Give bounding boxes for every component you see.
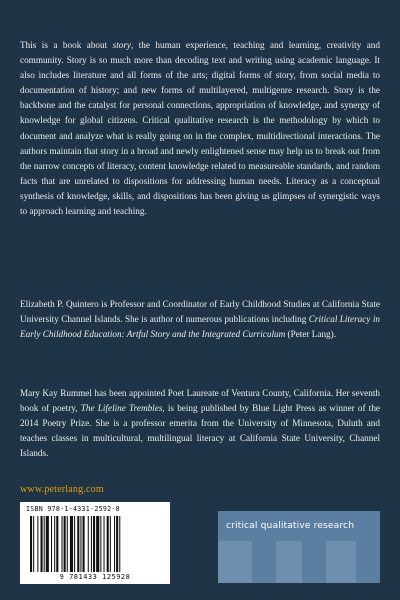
bio-quintero-book-title: Critical Literacy in Early Childhood Education: Artful Story and the Integrated Curriculum	[20, 314, 380, 340]
barcode-bar	[116, 516, 118, 572]
author-bio-quintero	[20, 297, 380, 342]
barcode-bar	[107, 516, 109, 572]
isbn-label: ISBN 978-1-4331-2592-8	[26, 505, 120, 513]
bio-quintero-text-2: (Peter Lang).	[285, 329, 336, 340]
blurb-story-italic: story	[112, 40, 131, 50]
barcode-bar	[33, 516, 34, 572]
series-stripe	[218, 541, 252, 583]
barcode-bar	[119, 516, 120, 572]
barcode-number: 9 781433 125928	[59, 573, 131, 581]
barcode-bar	[30, 516, 32, 572]
barcode-bar	[70, 516, 73, 572]
barcode-bar	[77, 516, 79, 572]
series-stripe	[276, 541, 302, 583]
author-bio-rummel	[20, 386, 380, 461]
blurb-text-2: , the human experience, teaching and learning, creativity and community. Story is so much more than decoding text and writing using academic language. It also includes literature and all forms of the arts; digital forms of story, from social media to documentation of history; and new forms of multilayered, multigenre research. Story is the backbone and the catalyst for personal connections, appropriation of knowledge, and synergy of knowledge for global citizens. Critical qualitative research is the methodology by which to document and analyze what is really going on in the complex, multidirectional interactions. The authors maintain that story in a broad and newly enlightened sense may help us to break out from the narrow concepts of literacy, content knowledge related to measureable standards, and random facts that are unrelated to dispositions for addressing human needs. Literacy as a conceptual synthesis of knowledge, skills, and dispositions has been giving us glimpses of synergistic ways to approach learning and teaching.	[20, 40, 380, 217]
back-cover-blurb	[20, 38, 380, 219]
barcode-bar	[46, 516, 49, 572]
barcode-bar	[51, 516, 52, 572]
barcode-bar	[37, 516, 38, 572]
barcode-bar	[91, 516, 92, 572]
barcode-bar	[100, 516, 101, 572]
barcode-bar	[93, 516, 95, 572]
barcode-bar	[62, 516, 63, 572]
bio-rummel-book-title: The Lifeline Trembles	[80, 403, 163, 414]
barcode-bar	[74, 516, 75, 572]
barcode-bar	[44, 516, 45, 572]
barcode-bar	[41, 516, 43, 572]
series-box	[218, 511, 380, 583]
bio-rummel-text-2: , is being published by Blue Light Press as winner of the 2014 Poetry Prize. She is a professor emerita from the University of Minnesota, Duluth and teaches classes in multicultural, multilingual literacy at California State University, Channel Islands.	[20, 403, 380, 459]
barcode-bar	[56, 516, 58, 572]
barcode-bar	[114, 516, 115, 572]
bio-rummel-text-1: Mary Kay Rummel has been appointed Poet Laureate of Ventura County, California. Her seventh book of poetry,	[20, 388, 380, 414]
barcode-bars	[30, 516, 160, 572]
barcode-bar	[83, 516, 85, 572]
series-stripe	[326, 541, 356, 583]
barcode-bar	[54, 516, 55, 572]
series-title: critical qualitative research	[226, 520, 355, 531]
publisher-url[interactable]: www.peterlang.com	[20, 484, 104, 495]
barcode-bar	[96, 516, 99, 572]
barcode-bar	[110, 516, 111, 572]
barcode-bar	[67, 516, 68, 572]
barcode-bar	[80, 516, 81, 572]
barcode-bar	[104, 516, 105, 572]
bio-quintero-text-1: Elizabeth P. Quintero is Professor and Coordinator of Early Childhood Studies at California State University Channel Islands. She is author of numerous publications including	[20, 299, 380, 325]
isbn-barcode	[20, 502, 170, 584]
barcode-bar	[88, 516, 89, 572]
blurb-text-1: This is a book about	[20, 40, 113, 50]
barcode-bar	[64, 516, 66, 572]
